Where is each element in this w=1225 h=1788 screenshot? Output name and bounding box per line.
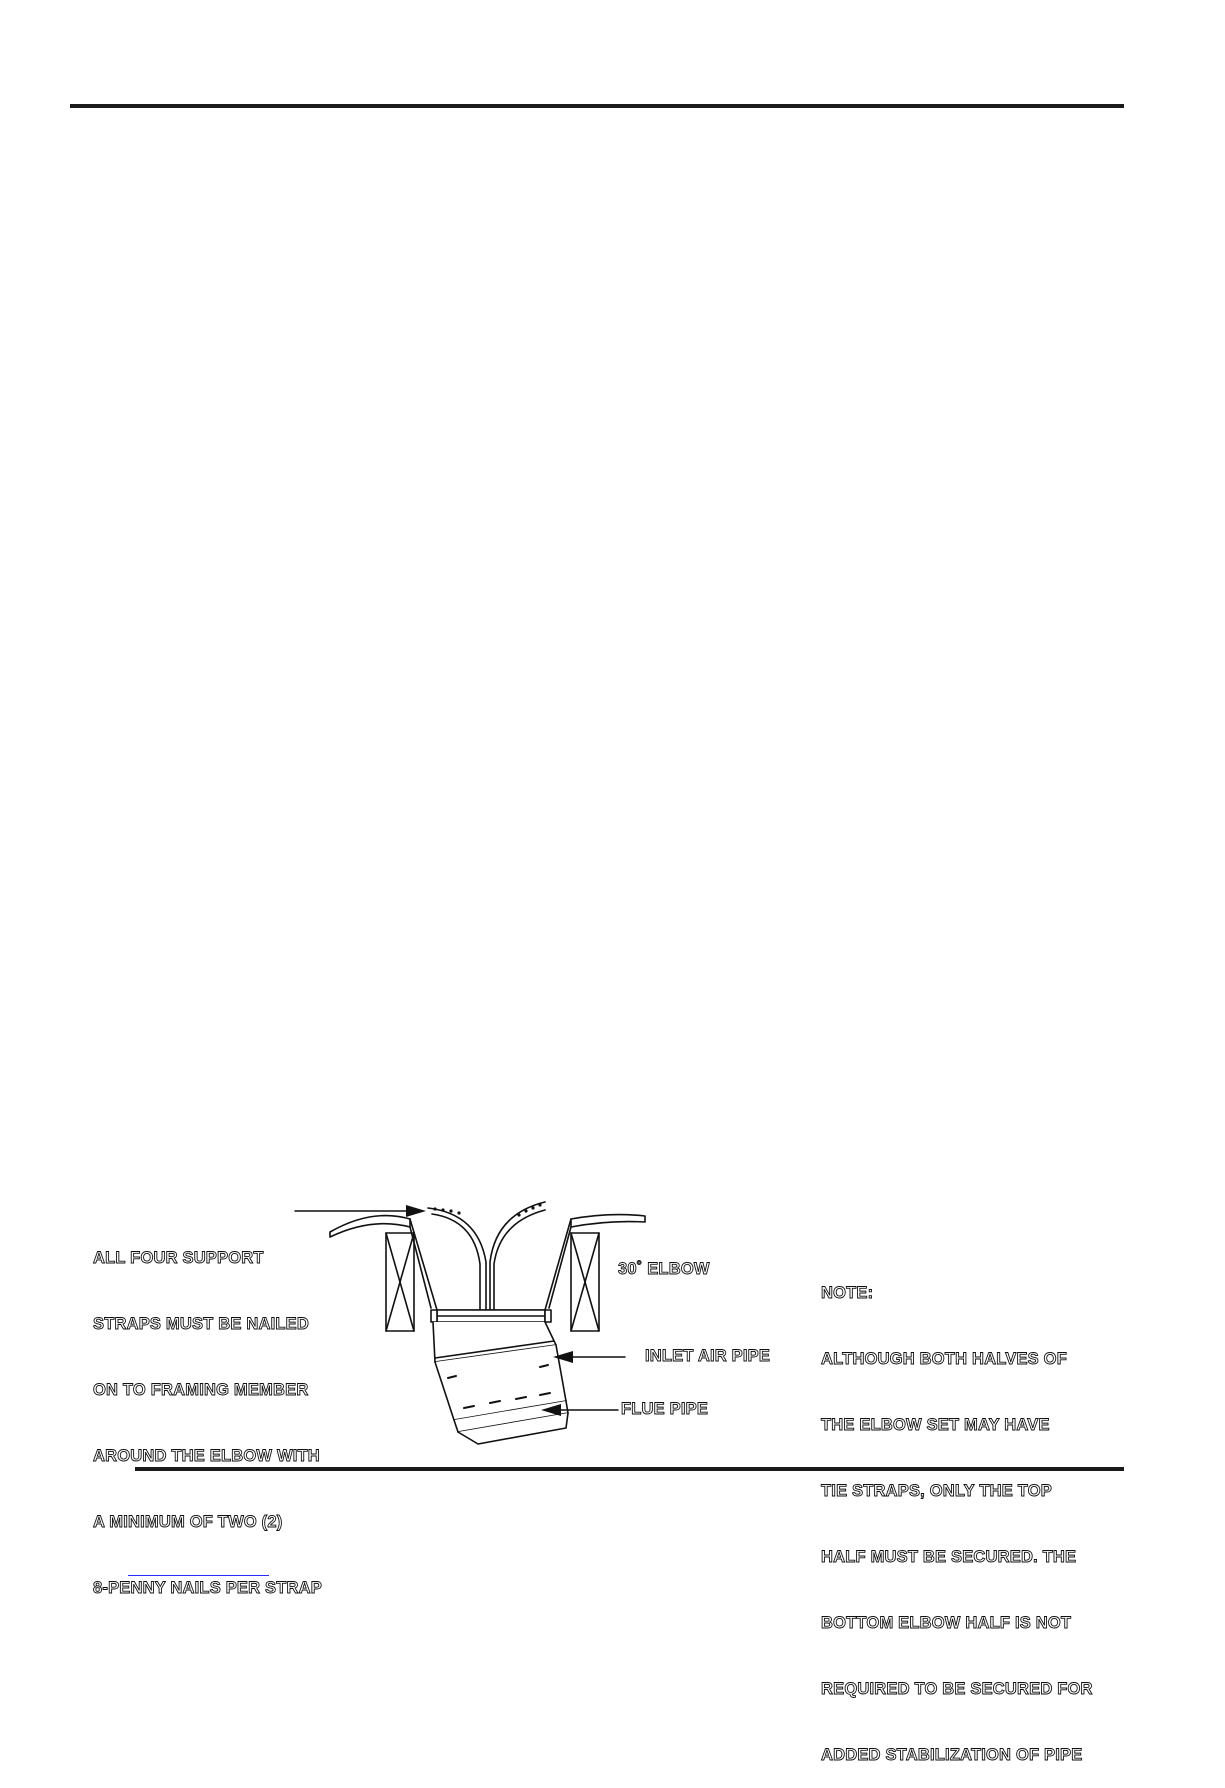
- flue-pipe-label: FLUE PIPE: [621, 1400, 709, 1418]
- strap-callout-line: ON TO FRAMING MEMBER: [93, 1381, 309, 1399]
- right-outer-strap: [571, 1215, 645, 1227]
- strap-callout-line: ALL FOUR SUPPORT: [93, 1249, 264, 1267]
- strap-callout-line: AROUND THE ELBOW WITH: [93, 1447, 320, 1465]
- elbow-label: 30˚ ELBOW: [618, 1260, 710, 1278]
- right-inner-strap: [490, 1202, 545, 1322]
- note-line: ADDED STABILIZATION OF PIPE: [821, 1746, 1083, 1764]
- footer-link-underline[interactable]: [128, 1575, 269, 1576]
- strap-holes: [433, 1203, 541, 1216]
- strap-callout-line: 8-PENNY NAILS PER STRAP: [93, 1579, 322, 1597]
- strap-callout: [93, 1203, 322, 1621]
- footer-rule: [135, 1467, 1124, 1471]
- note-title: NOTE:: [821, 1284, 874, 1302]
- note-line: REQUIRED TO BE SECURED FOR: [821, 1680, 1093, 1698]
- note-line: ALTHOUGH BOTH HALVES OF: [821, 1350, 1067, 1368]
- strap-callout-line: A MINIMUM OF TWO (2): [93, 1513, 283, 1531]
- note-line: TIE STRAPS, ONLY THE TOP: [821, 1482, 1052, 1500]
- note-line: HALF MUST BE SECURED. THE: [821, 1548, 1077, 1566]
- right-framing-member: [571, 1233, 599, 1331]
- note-line: THE ELBOW SET MAY HAVE: [821, 1416, 1050, 1434]
- note-line: BOTTOM ELBOW HALF IS NOT: [821, 1614, 1072, 1632]
- inlet-air-pipe-label: INLET AIR PIPE: [645, 1347, 771, 1365]
- left-inner-strap: [428, 1208, 486, 1322]
- strap-callout-line: STRAPS MUST BE NAILED: [93, 1315, 309, 1333]
- left-framing-member: [386, 1233, 414, 1331]
- note-block: [821, 1238, 1093, 1788]
